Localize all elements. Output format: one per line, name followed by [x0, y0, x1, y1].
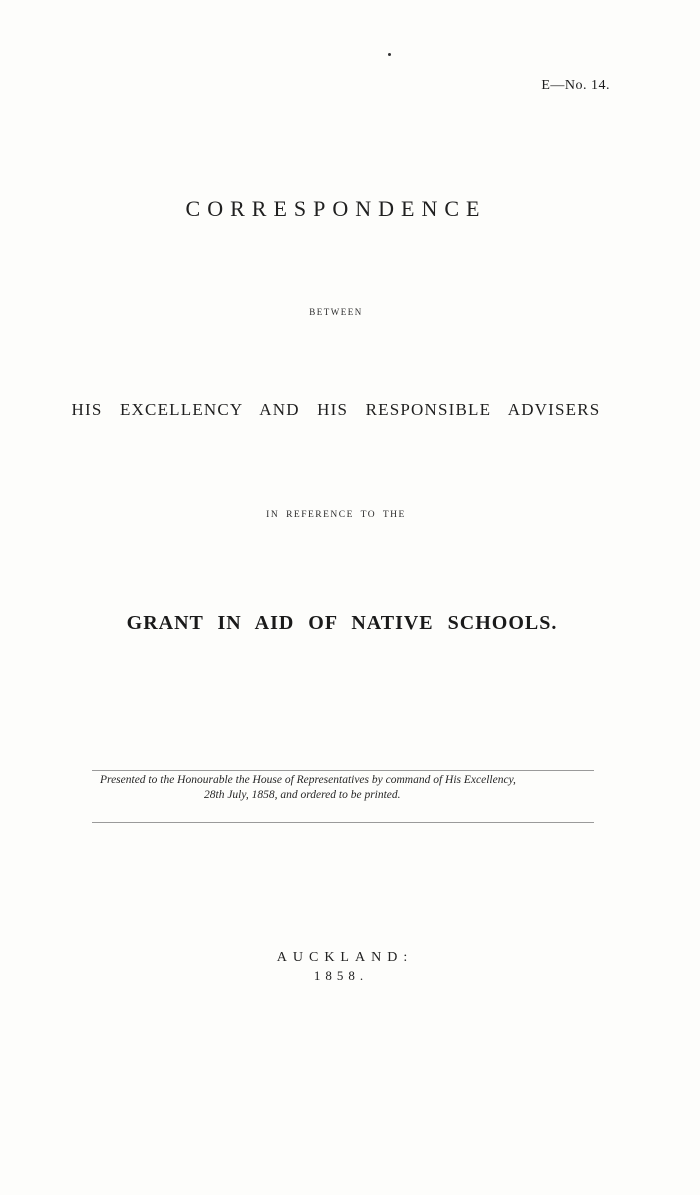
imprint-place: AUCKLAND:	[276, 950, 414, 965]
divider-bottom	[92, 822, 594, 823]
presentation-note	[100, 773, 600, 803]
document-reference: E—No. 14.	[541, 78, 610, 93]
presentation-line-2: 28th July, 1858, and ordered to be printed.	[204, 789, 401, 801]
subject-heading: GRANT IN AID OF NATIVE SCHOOLS.	[126, 612, 558, 634]
parties-line: HIS EXCELLENCY AND HIS RESPONSIBLE ADVISERS	[71, 400, 601, 419]
presentation-line-1: Presented to the Honourable the House of Representatives by command of His Excellency,	[100, 774, 516, 786]
imprint-year: 1858.	[313, 968, 369, 983]
reference-line: IN REFERENCE TO THE	[266, 510, 406, 520]
print-speck	[388, 53, 391, 56]
divider-top	[92, 770, 594, 771]
between-label: BETWEEN	[309, 307, 363, 317]
document-title: CORRESPONDENCE	[185, 196, 487, 221]
